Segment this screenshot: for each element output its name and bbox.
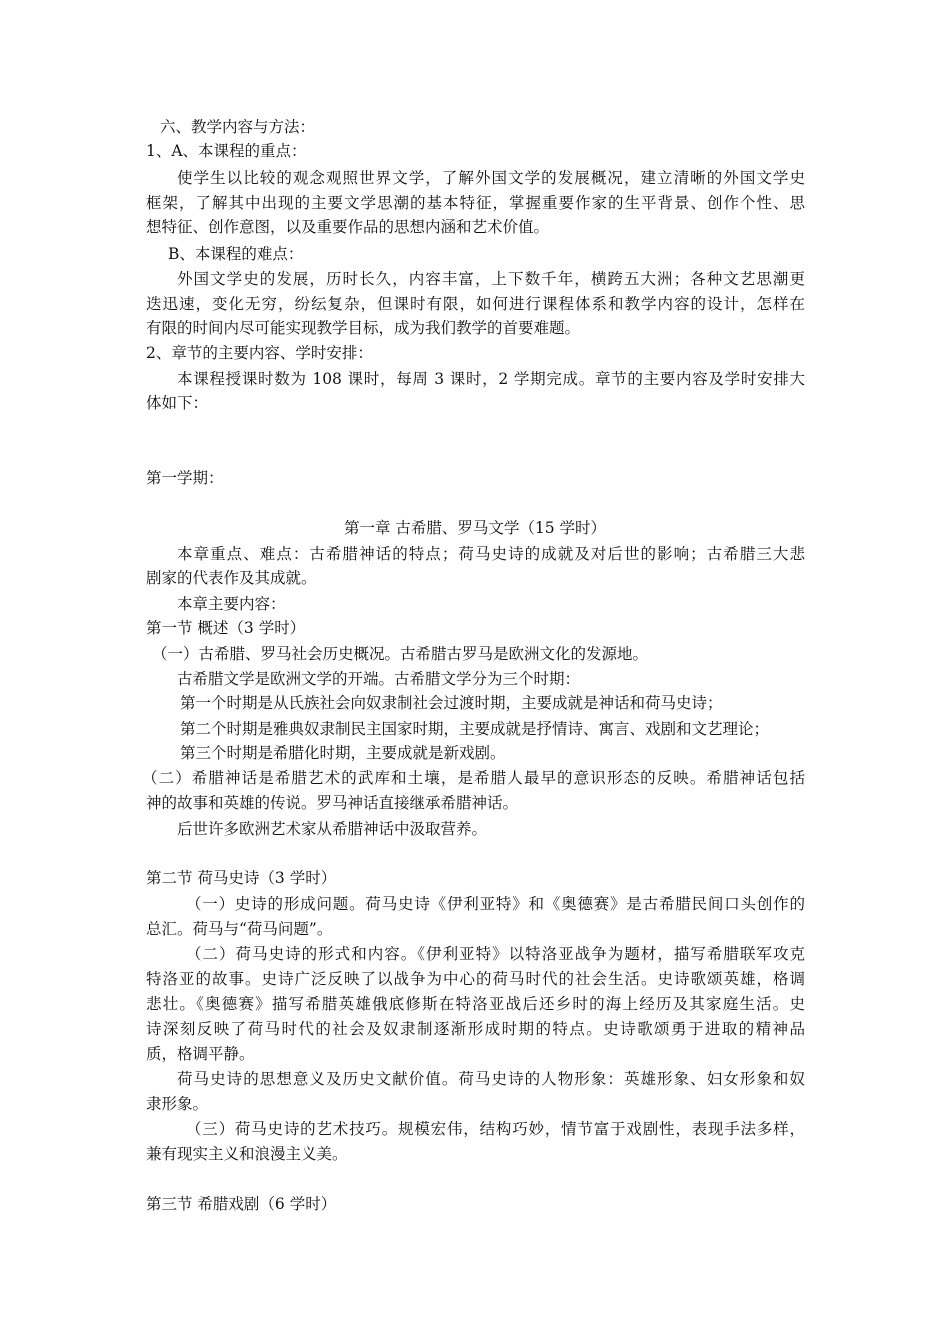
item1-label-a: 1、A、本课程的重点： — [146, 142, 307, 160]
paragraph-line: 体如下： — [146, 394, 209, 412]
paragraph-line: 荷马史诗的思想意义及历史文献价值。荷马史诗的人物形象：英雄形象、妇女形象和奴 — [177, 1070, 805, 1088]
paragraph-line: （一）史诗的形成问题。荷马史诗《伊利亚特》和《奥德赛》是古希腊民间口头创作的 — [186, 895, 805, 913]
section-heading: 六、教学内容与方法： — [160, 118, 316, 136]
paragraph-line: 使学生以比较的观念观照世界文学，了解外国文学的发展概况，建立清晰的外国文学史 — [177, 169, 805, 187]
paragraph-line: 兼有现实主义和浪漫主义美。 — [146, 1145, 348, 1163]
paragraph-line: 本章重点、难点：古希腊神话的特点；荷马史诗的成就及对后世的影响；古希腊三大悲 — [177, 545, 805, 563]
section-title: 第一节 概述（3 学时） — [146, 619, 306, 637]
paragraph-line: 第三个时期是希腊化时期，主要成就是新戏剧。 — [180, 744, 506, 762]
paragraph-line: （一）古希腊、罗马社会历史概况。古希腊古罗马是欧洲文化的发源地。 — [152, 645, 649, 663]
paragraph-line: （二）希腊神话是希腊艺术的武库和土壤，是希腊人最早的意识形态的反映。希腊神话包括 — [142, 769, 805, 787]
paragraph-line: 后世许多欧洲艺术家从希腊神话中汲取营养。 — [177, 820, 488, 838]
item2-label: 2、章节的主要内容、学时安排： — [146, 344, 373, 362]
paragraph-line: 第二个时期是雅典奴隶制民主国家时期，主要成就是抒情诗、寓言、戏剧和文艺理论； — [180, 720, 770, 738]
paragraph-line: 框架，了解其中出现的主要文学思潮的基本特征，掌握重要作家的生平背景、创作个性、思 — [146, 194, 805, 212]
semester-heading: 第一学期： — [146, 469, 224, 487]
chapter-title: 第一章 古希腊、罗马文学（15 学时） — [343, 519, 607, 537]
paragraph-line: （三）荷马史诗的艺术技巧。规模宏伟，结构巧妙，情节富于戏剧性，表现手法多样， — [186, 1120, 805, 1138]
paragraph-line: 质，格调平静。 — [146, 1045, 255, 1063]
paragraph-line: （二）荷马史诗的形式和内容。《伊利亚特》以特洛亚战争为题材，描写希腊联军攻克 — [186, 945, 805, 963]
paragraph-line: 迭迅速，变化无穷，纷纭复杂，但课时有限，如何进行课程体系和教学内容的设计，怎样在 — [146, 295, 805, 313]
paragraph-line: 神的故事和英雄的传说。罗马神话直接继承希腊神话。 — [146, 794, 519, 812]
paragraph-line: 特洛亚的故事。史诗广泛反映了以战争为中心的荷马时代的社会生活。史诗歌颂英雄，格调 — [146, 970, 805, 988]
paragraph-line: 外国文学史的发展，历时长久，内容丰富，上下数千年，横跨五大洲；各种文艺思潮更 — [177, 270, 805, 288]
paragraph-line: 本课程授课时数为 108 课时，每周 3 课时，2 学期完成。章节的主要内容及学时安排大 — [177, 370, 805, 388]
main-content-label: 本章主要内容： — [177, 595, 286, 613]
paragraph-line: 有限的时间内尽可能实现教学目标，成为我们教学的首要难题。 — [146, 319, 581, 337]
paragraph-line: 隶形象。 — [146, 1095, 209, 1113]
paragraph-line: 诗深刻反映了荷马时代的社会及奴隶制逐渐形成时期的特点。史诗歌颂勇于进取的精神品 — [146, 1020, 805, 1038]
paragraph-line: 想特征、创作意图，以及重要作品的思想内涵和艺术价值。 — [146, 218, 550, 236]
paragraph-line: 悲壮。《奥德赛》描写希腊英雄俄底修斯在特洛亚战后还乡时的海上经历及其家庭生活。史 — [146, 995, 805, 1013]
paragraph-line: 剧家的代表作及其成就。 — [146, 569, 317, 587]
paragraph-line: 古希腊文学是欧洲文学的开端。古希腊文学分为三个时期： — [177, 670, 581, 688]
paragraph-line: 第一个时期是从氏族社会向奴隶制社会过渡时期，主要成就是神话和荷马史诗； — [180, 694, 723, 712]
section-title: 第三节 希腊戏剧（6 学时） — [146, 1195, 337, 1213]
section-title: 第二节 荷马史诗（3 学时） — [146, 869, 337, 887]
paragraph-line: 总汇。荷马与“荷马问题”。 — [146, 920, 333, 938]
item1-label-b: B、本课程的难点： — [168, 245, 304, 263]
